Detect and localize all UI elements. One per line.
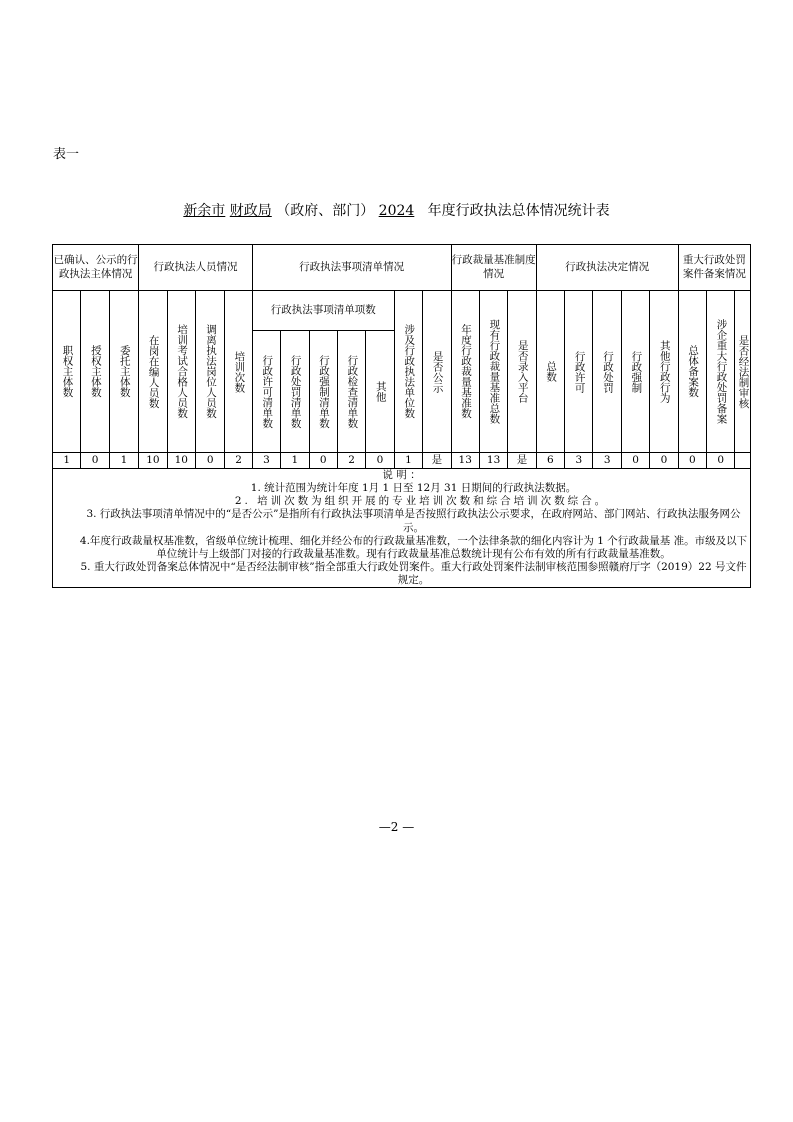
col-header: 培训考试合格人员数	[167, 291, 195, 453]
note-2: 2. 培训次数为组织开展的专业培训次数和综合培训次数综合。	[234, 495, 609, 508]
notes-cell	[53, 469, 751, 588]
col-header: 职权主体数	[53, 291, 81, 453]
col-header: 行政强制	[621, 291, 649, 453]
title-rest: 年度行政执法总体情况统计表	[427, 203, 610, 219]
notes-row	[53, 469, 751, 588]
notes-heading: 说 明 ：	[382, 469, 421, 481]
col-header: 调离执法岗位人员数	[195, 291, 224, 453]
data-cell: 0	[309, 453, 337, 469]
col-header: 在岗在编人员数	[139, 291, 167, 453]
title-dept: 财政局	[229, 203, 272, 219]
data-cell: 0	[707, 453, 735, 469]
col-header: 年度行政裁量基准数	[451, 291, 479, 453]
col-header: 是否公示	[423, 291, 451, 453]
data-cell: 是	[508, 453, 536, 469]
col-header: 涉及行政执法单位数	[394, 291, 422, 453]
data-cell: 2	[225, 453, 252, 469]
col-header: 培训次数	[225, 291, 252, 453]
subgroup-item-count: 行政执法事项清单项数	[252, 291, 394, 331]
note-1: 1. 统计范围为统计年度 1月 1 日至 12月 31 日期间的行政执法数据。	[250, 482, 577, 495]
stats-table	[52, 244, 751, 588]
data-cell: 13	[479, 453, 507, 469]
data-cell: 10	[139, 453, 167, 469]
title-city: 新余市	[183, 203, 226, 219]
col-header: 行政强制清单数	[309, 331, 337, 453]
group-subjects: 已确认、公示的行政执法主体情况	[53, 245, 139, 291]
data-cell: 6	[536, 453, 564, 469]
data-cell: 3	[565, 453, 593, 469]
data-cell: 3	[252, 453, 280, 469]
col-header: 行政许可	[565, 291, 593, 453]
col-header: 其他	[366, 331, 394, 453]
col-header: 行政处罚清单数	[281, 331, 309, 453]
col-header: 总体备案数	[678, 291, 706, 453]
title-year: 2024	[378, 203, 415, 219]
group-decisions: 行政执法决定情况	[536, 245, 678, 291]
data-cell: 3	[593, 453, 621, 469]
data-cell: 13	[451, 453, 479, 469]
note-4: 4.年度行政裁量权基准数，省级单位统计梳理、细化并经公布的行政裁量基准数，一个法律条款的细化内容计为 1 个行政裁量基 准。市级及以下单位统计与上级部门对接的行政裁量基准数。现有行政裁量基准总数统计现有公布有效的所有行政裁量基准数。	[79, 534, 748, 560]
data-cell: 0	[195, 453, 224, 469]
col-header: 行政处罚	[593, 291, 621, 453]
col-header: 涉企重大行政处罚备案	[707, 291, 735, 453]
group-personnel: 行政执法人员情况	[139, 245, 253, 291]
data-cell: 1	[109, 453, 138, 469]
data-cell: 10	[167, 453, 195, 469]
group-discretion: 行政裁量基准制度情况	[451, 245, 536, 291]
col-header: 行政许可清单数	[252, 331, 280, 453]
group-items: 行政执法事项清单情况	[252, 245, 451, 291]
doc-label: 表一	[53, 147, 80, 162]
col-header: 委托主体数	[109, 291, 138, 453]
col-header: 现有行政裁量基准总数	[479, 291, 507, 453]
data-cell: 1	[281, 453, 309, 469]
data-cell: 是	[423, 453, 451, 469]
col-header: 是否经法制审核	[735, 291, 751, 453]
data-cell: 2	[337, 453, 365, 469]
data-cell: 0	[366, 453, 394, 469]
data-row	[53, 453, 751, 469]
data-cell: 1	[394, 453, 422, 469]
col-header: 其他行政行为	[650, 291, 678, 453]
data-cell: 0	[621, 453, 649, 469]
col-header: 总数	[536, 291, 564, 453]
page-number: —2 —	[378, 820, 415, 834]
data-cell: 1	[53, 453, 81, 469]
page-title	[0, 200, 793, 220]
col-header: 授权主体数	[81, 291, 109, 453]
note-3: 3. 行政执法事项清单情况中的“是否公示”是指所有行政执法事项清单是否按照行政执法公示要求，在政府网站、部门网站、行政执法服务网公示。	[86, 508, 741, 534]
title-gov: （政府、部门）	[276, 203, 375, 219]
data-cell: 0	[650, 453, 678, 469]
data-cell: 0	[678, 453, 706, 469]
data-cell	[735, 453, 751, 469]
col-header: 行政检查清单数	[337, 331, 365, 453]
group-major: 重大行政处罚案件备案情况	[678, 245, 750, 291]
note-5: 5. 重大行政处罚备案总体情况中“是否经法制审核”指全部重大行政处罚案件。重大行政处罚案件法制审核范围参照赣府厅字（2019）22 号文件规定。	[80, 560, 747, 586]
data-cell: 0	[81, 453, 109, 469]
col-header: 是否录入平台	[508, 291, 536, 453]
